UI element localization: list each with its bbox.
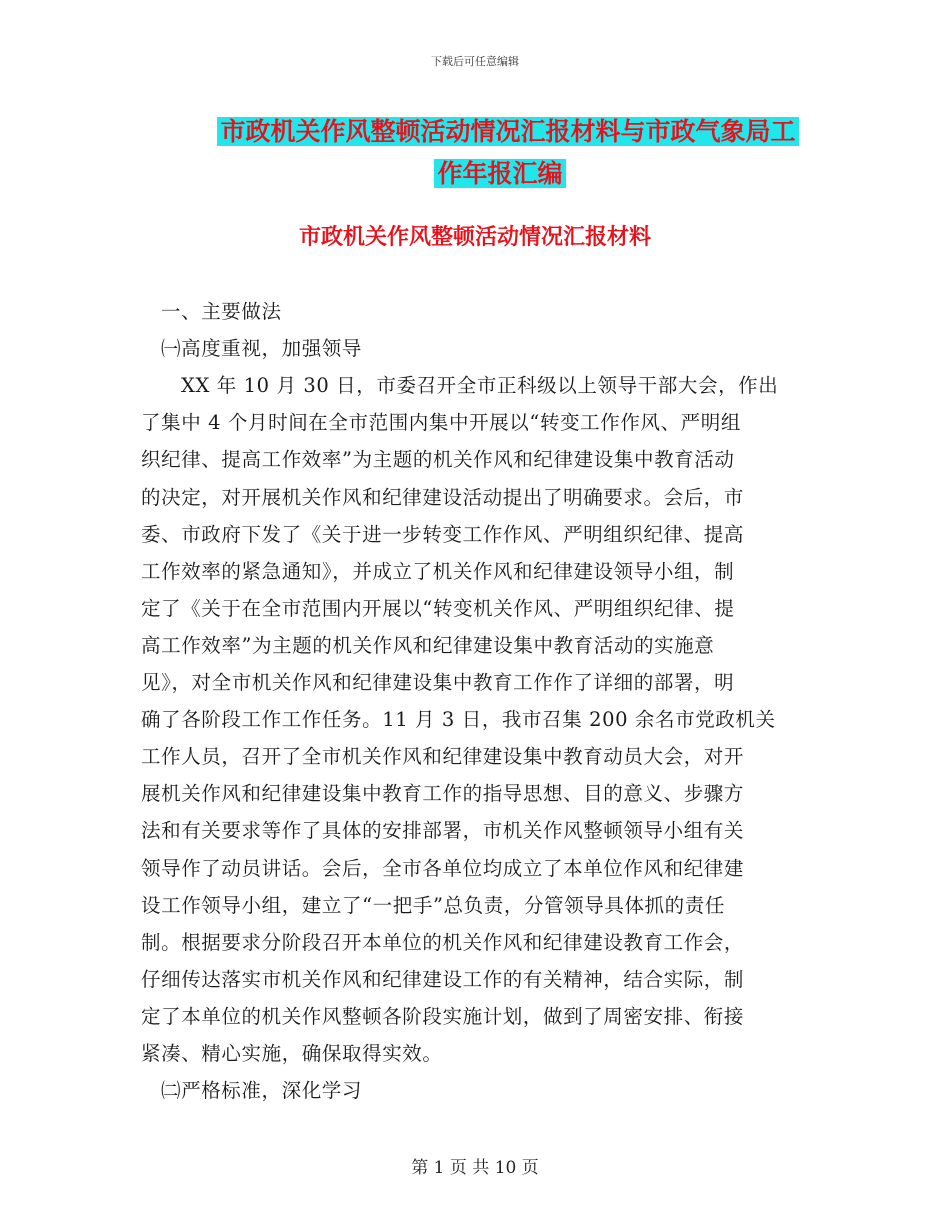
body-line: 工作人员，召开了全市机关作风和纪律建设集中教育动员大会，对开 [141,745,745,769]
body-line: 委、市政府下发了《关于进一步转变工作作风、严明组织纪律、提高 [141,522,745,546]
body-line: 定了本单位的机关作风整顿各阶段实施计划，做到了周密安排、衔接 [141,1004,745,1028]
document-title-line-2: 作年报汇编 [120,150,880,198]
body-line: 制。根据要求分阶段召开本单位的机关作风和纪律建设教育工作会， [141,930,745,954]
body-line: 确了各阶段工作工作任务。11 月 3 日，我市召集 200 余名市党政机关 [141,708,776,732]
body-line: 设工作领导小组，建立了“一把手”总负责，分管领导具体抓的责任 [141,893,725,917]
body-line: 法和有关要求等作了具体的安排部署，市机关作风整顿领导小组有关 [141,819,745,843]
body-line: 展机关作风和纪律建设集中教育工作的指导思想、目的意义、步骤方 [141,782,745,806]
body-line: 见》，对全市机关作风和纪律建设集中教育工作作了详细的部署，明 [141,671,735,694]
body-line: 织纪律、提高工作效率”为主题的机关作风和纪律建设集中教育活动 [141,448,735,472]
header-note: 下载后可任意编辑 [431,55,519,68]
body-line: 高工作效率”为主题的机关作风和纪律建设集中教育活动的实施意 [141,633,715,657]
section-title: 市政机关作风整顿活动情况汇报材料 [298,224,651,250]
body-line: 一、主要做法 [161,300,282,323]
body-line: ㈠高度重视，加强领导 [161,337,363,361]
body-line: 了集中 4 个月时间在全市范围内集中开展以“转变工作作风、严明组 [141,411,741,435]
body-line: 的决定，对开展机关作风和纪律建设活动提出了明确要求。会后，市 [141,485,745,509]
body-line: 仔细传达落实市机关作风和纪律建设工作的有关精神，结合实际，制 [141,967,745,991]
body-line: ㈡严格标准，深化学习 [161,1079,363,1103]
body-line: 紧凑、精心实施，确保取得实效。 [141,1042,443,1065]
body-line: 工作效率的紧急通知》，并成立了机关作风和纪律建设领导小组，制 [141,559,735,583]
page-footer: 第 1 页 共 10 页 [411,1158,539,1178]
body-line: 领导作了动员讲话。会后，全市各单位均成立了本单位作风和纪律建 [141,856,745,880]
body-line: 定了《关于在全市范围内开展以“转变机关作风、严明组织纪律、提 [141,596,735,620]
document-title-line-1: 市政机关作风整顿活动情况汇报材料与市政气象局工 [128,108,888,156]
body-line: XX 年 10 月 30 日，市委召开全市正科级以上领导干部大会，作出 [181,374,779,398]
